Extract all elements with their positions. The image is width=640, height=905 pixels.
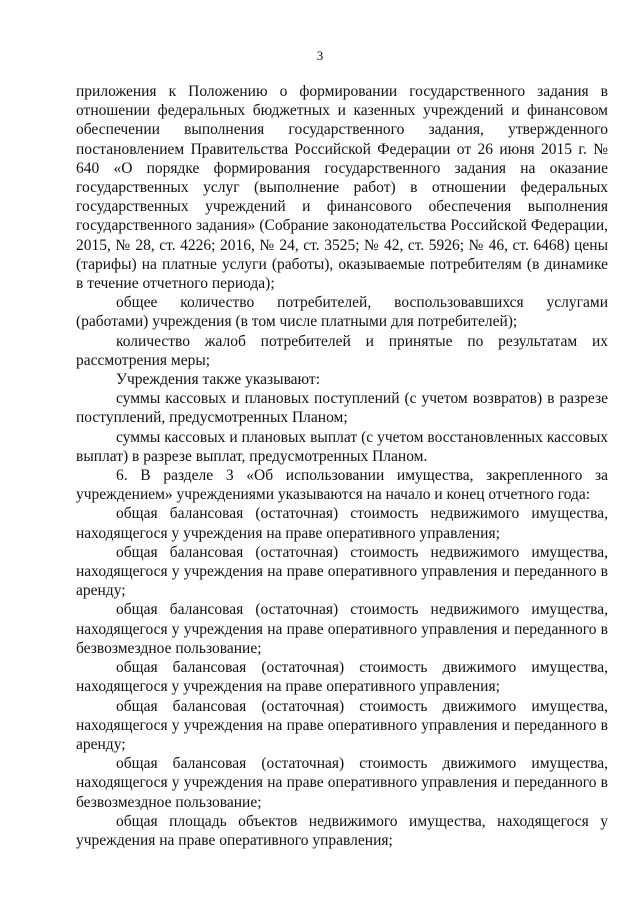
paragraph: приложения к Положению о формировании государственного задания в отношении федеральных бюджетных и казенных учреждений и финансовом обеспечении выполнения государственного задания, утвержденного постановлением Правительства Российской Федерации от 26 июня 2015 г. № 640 «О порядке формирования государственного задания на оказание государственных услуг (выполнение работ) в отношении федеральных государственных учреждений и финансового обеспечения выполнения государственного задания» (Собрание законодательства Российской Федерации, 2015, № 28, ст. 4226; 2016, № 24, ст. 3525; № 42, ст. 5926; № 46, ст. 6468) цены (тарифы) на платные услуги (работы), оказываемые потребителям (в динамике в течение отчетного периода); (76, 83, 608, 293)
paragraph: общая балансовая (остаточная) стоимость движимого имущества, находящегося у учреждения на праве оперативного управления и переданного в безвозмездное пользование; (76, 755, 608, 811)
section-paragraph: 6. В разделе 3 «Об использовании имущества, закрепленного за учреждением» учреждениями указываются на начало и конец отчетного года: (76, 467, 608, 504)
paragraph: суммы кассовых и плановых выплат (с учетом восстановленных кассовых выплат) в разрезе выплат, предусмотренных Планом. (76, 428, 608, 465)
paragraph: количество жалоб потребителей и принятые по результатам их рассмотрения меры; (76, 332, 608, 369)
paragraph: Учреждения также указывают: (116, 371, 321, 389)
paragraph: общая площадь объектов недвижимого имущества, находящегося у учреждения на праве оперативного управления; (76, 812, 608, 849)
paragraph: общая балансовая (остаточная) стоимость движимого имущества, находящегося у учреждения на праве оперативного управления; (76, 659, 608, 696)
paragraph: общая балансовая (остаточная) стоимость недвижимого имущества, находящегося у учреждения на праве оперативного управления и переданного в аренду; (76, 543, 608, 600)
page-number: 3 (316, 48, 324, 63)
paragraph: общая балансовая (остаточная) стоимость недвижимого имущества, находящегося у учреждения на праве оперативного управления; (76, 505, 608, 542)
document-body (76, 82, 608, 850)
paragraph: общая балансовая (остаточная) стоимость движимого имущества, находящегося у учреждения на праве оперативного управления и переданного в аренду; (76, 697, 608, 753)
paragraph: суммы кассовых и плановых поступлений (с учетом возвратов) в разрезе поступлений, предусмотренных Планом; (76, 390, 608, 427)
paragraph: общая балансовая (остаточная) стоимость недвижимого имущества, находящегося у учреждения на праве оперативного управления и переданного в безвозмездное пользование; (76, 601, 608, 657)
paragraph: общее количество потребителей, воспользовавшихся услугами (работами) учреждения (в том числе платными для потребителей); (76, 294, 608, 331)
